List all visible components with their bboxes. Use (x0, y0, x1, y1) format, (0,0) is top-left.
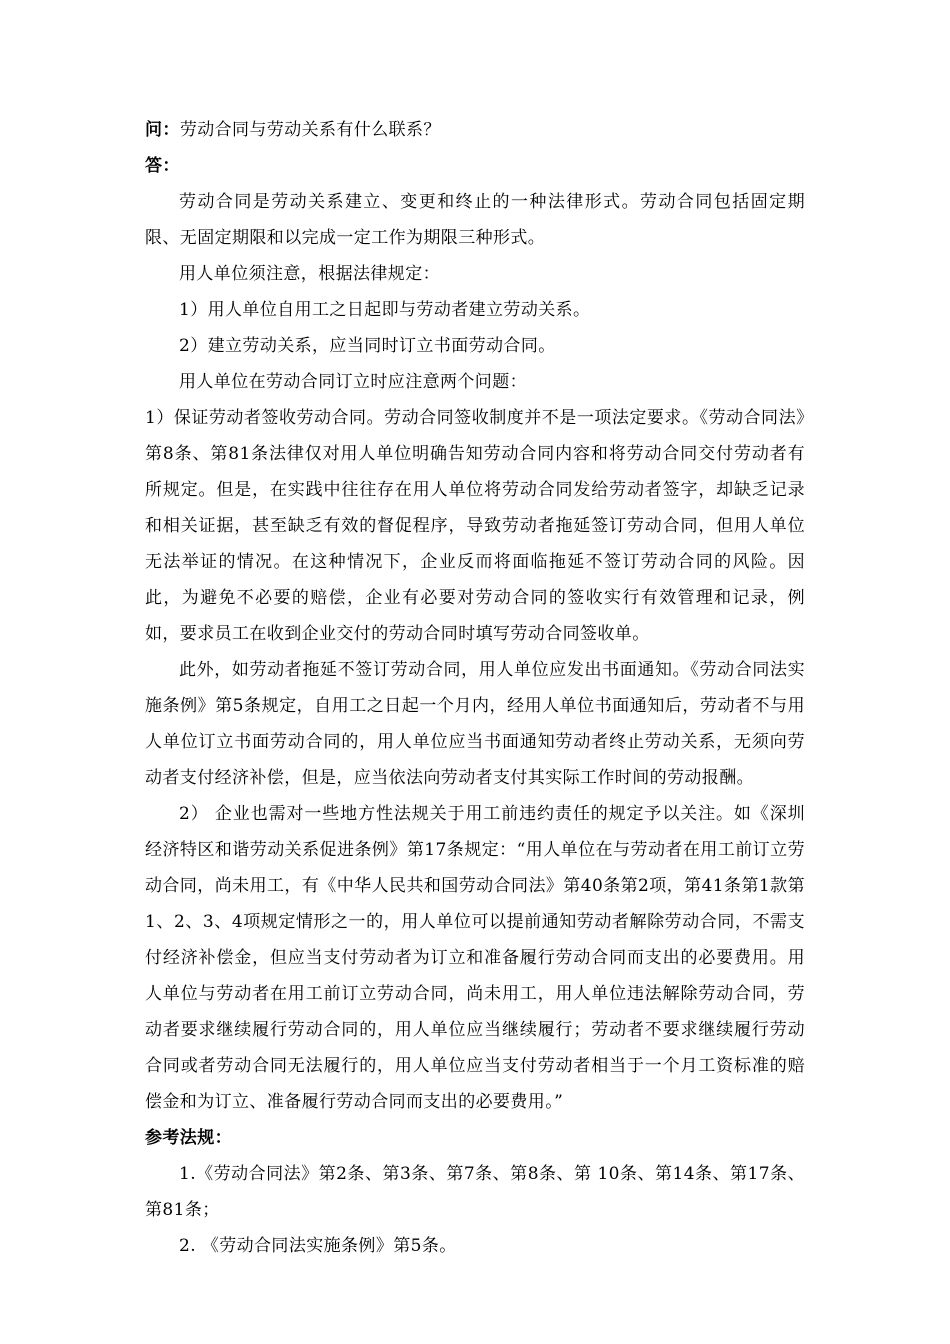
paragraph-two-issues: 用人单位在劳动合同订立时应注意两个问题： (179, 372, 527, 392)
question-label: 问： (145, 120, 180, 140)
paragraph-intro: 劳动合同是劳动关系建立、变更和终止的一种法律形式。劳动合同包括固定期限、无固定期限和以完成一定工作为期限三种形式。 (145, 192, 805, 248)
paragraph-written-notice: 此外，如劳动者拖延不签订劳动合同，用人单位应发出书面通知。《劳动合同法实施条例》第5条规定，自用工之日起一个月内，经用人单位书面通知后，劳动者不与用人单位订立书面劳动合同的，用人单位应当书面通知劳动者终止劳动关系，无须向劳动者支付经济补偿，但是，应当依法向劳动者支付其实际工作时间的劳动报酬。 (145, 660, 805, 788)
question-line (145, 112, 805, 148)
reference-heading: 参考法规： (145, 1128, 232, 1148)
question-text: 劳动合同与劳动关系有什么联系？ (179, 120, 441, 140)
legal-rule-item-2: 2）建立劳动关系，应当同时订立书面劳动合同。 (179, 336, 556, 356)
paragraph-legal-notice: 用人单位须注意，根据法律规定： (179, 264, 440, 284)
answer-label: 答： (145, 156, 180, 176)
paragraph-issue-1: 1）保证劳动者签收劳动合同。劳动合同签收制度并不是一项法定要求。《劳动合同法》第8条、第81条法律仅对用人单位明确告知劳动合同内容和将劳动合同交付劳动者有所规定。但是，在实践中往往存在用人单位将劳动合同发给劳动者签字，却缺乏记录和相关证据，甚至缺乏有效的督促程序，导致劳动者拖延签订劳动合同，但用人单位无法举证的情况。在这种情况下，企业反而将面临拖延不签订劳动合同的风险。因此，为避免不必要的赔偿，企业有必要对劳动合同的签收实行有效管理和记录，例如，要求员工在收到企业交付的劳动合同时填写劳动合同签收单。 (145, 408, 805, 644)
answer-line (145, 148, 805, 184)
legal-rule-item-1: 1）用人单位自用工之日起即与劳动者建立劳动关系。 (179, 300, 591, 320)
reference-item-2: 2. 《劳动合同法实施条例》第5条。 (179, 1236, 457, 1256)
paragraph-issue-2: 2） 企业也需对一些地方性法规关于用工前违约责任的规定予以关注。如《深圳经济特区和谐劳动关系促进条例》第17条规定：“用人单位在与劳动者在用工前订立劳动合同，尚未用工，有《中华人民共和国劳动合同法》第40条第2项，第41条第1款第1、2、3、4项规定情形之一的，用人单位可以提前通知劳动者解除劳动合同，不需支付经济补偿金，但应当支付劳动者为订立和准备履行劳动合同而支出的必要费用。用人单位与劳动者在用工前订立劳动合同，尚未用工，用人单位违法解除劳动合同，劳动者要求继续履行劳动合同的，用人单位应当继续履行；劳动者不要求继续履行劳动合同或者劳动合同无法履行的，用人单位应当支付劳动者相当于一个月工资标准的赔偿金和为订立、准备履行劳动合同而支出的必要费用。” (145, 804, 805, 1112)
reference-item-1: 1.《劳动合同法》第2条、第3条、第7条、第8条、第 10条、第14条、第17条、第81条； (145, 1164, 805, 1220)
